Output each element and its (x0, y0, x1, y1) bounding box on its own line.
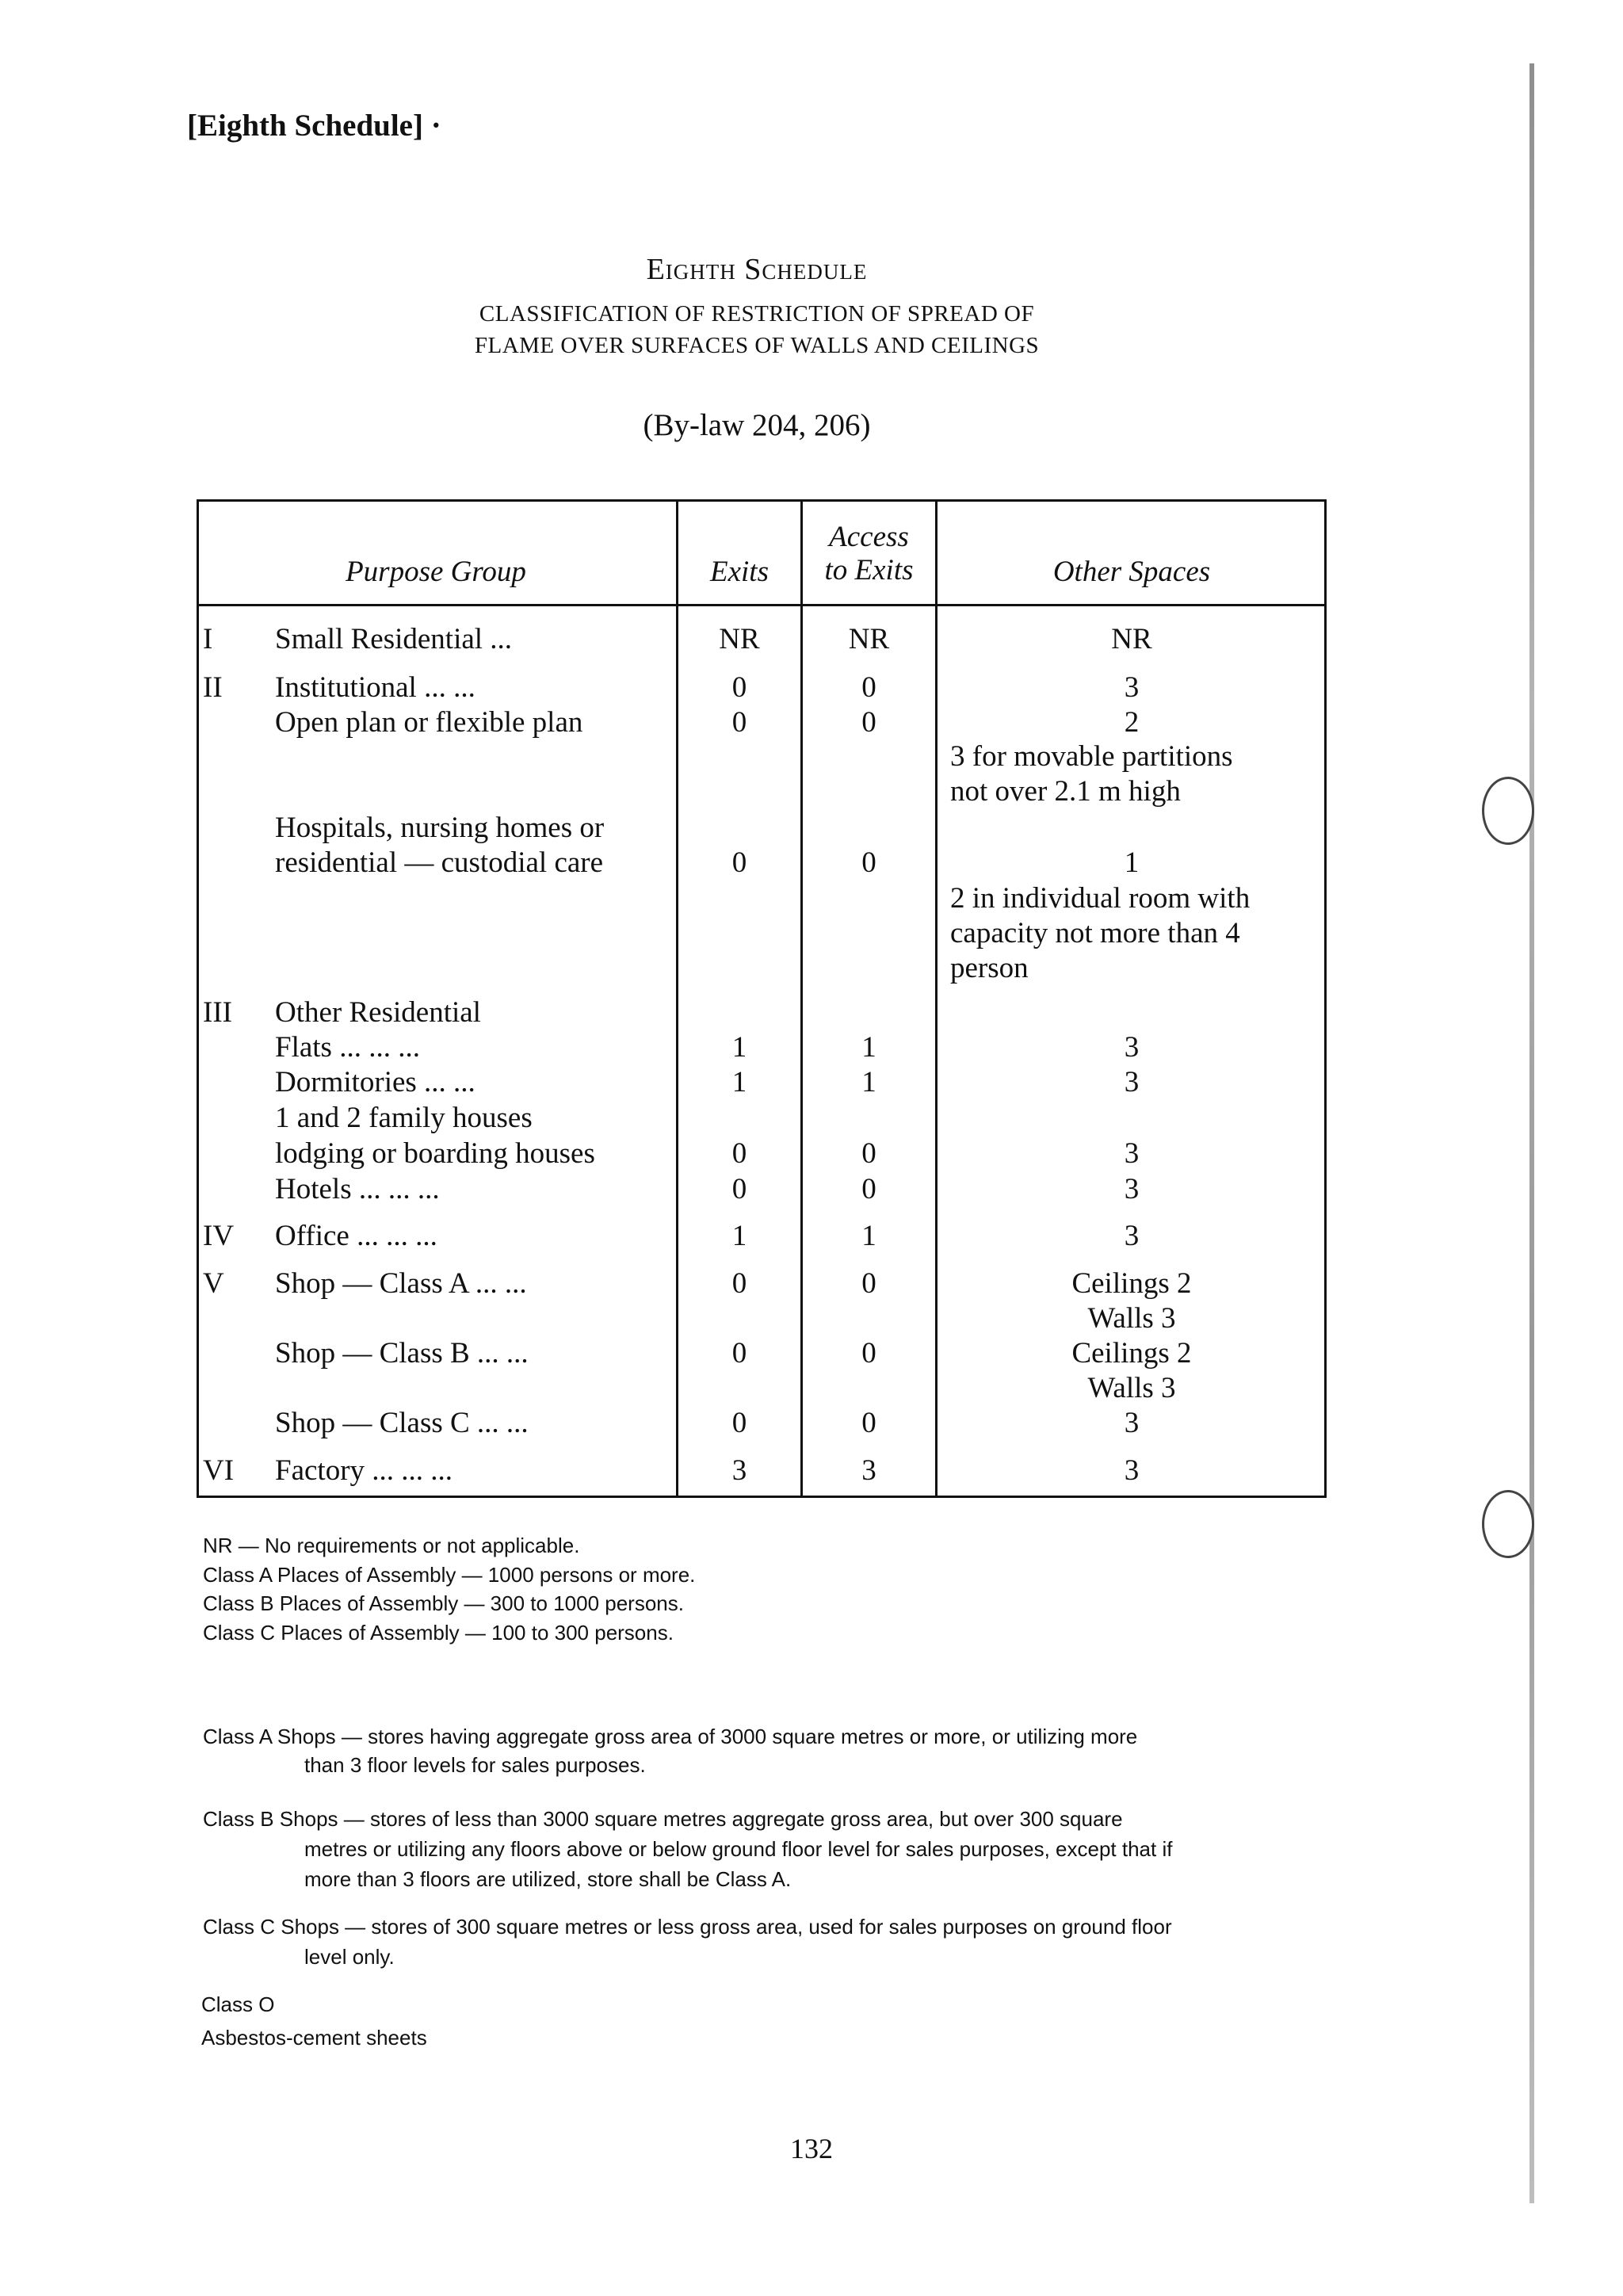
punch-hole (1482, 1490, 1534, 1558)
header-purpose-group: Purpose Group (346, 556, 526, 588)
cell-other-spaces: 3 (1124, 1407, 1140, 1439)
cell-group: III (203, 996, 232, 1029)
cell-group: V (203, 1267, 224, 1300)
page-number: 132 (790, 2133, 833, 2164)
cell-other-spaces: 3 (1124, 1137, 1140, 1170)
cell-exits: 0 (731, 846, 747, 879)
cell-group: I (203, 623, 213, 655)
header-access-line2: to Exits (824, 554, 914, 586)
header-access-line1: Access (829, 521, 909, 553)
cell-exits: NR (719, 623, 760, 655)
definition-class-b-line2: metres or utilizing any floors above or below ground floor level for sales purposes, except that if (304, 1837, 1173, 1861)
cell-access: 1 (861, 1066, 876, 1098)
definition-class-b-line3: more than 3 floors are utilized, store shall be Class A. (304, 1867, 792, 1891)
cell-other-spaces: 3 (1124, 1066, 1140, 1098)
cell-purpose: Hotels ... ... ... (275, 1173, 440, 1205)
cell-access: 0 (861, 671, 876, 704)
cell-purpose: Dormitories ... ... (275, 1066, 475, 1098)
cell-group: VI (203, 1454, 235, 1487)
cell-purpose: Hospitals, nursing homes or (275, 812, 605, 844)
definition-class-a-line2: than 3 floor levels for sales purposes. (304, 1753, 646, 1777)
class-o-title: Class O (201, 1992, 275, 2016)
cell-exits: 0 (731, 706, 747, 739)
cell-other-spaces: 2 in individual room with (950, 882, 1251, 915)
cell-exits: 0 (731, 1173, 747, 1205)
definition-class-b-line1: Class B Shops — stores of less than 3000 square metres aggregate gross area, but over 300 square (203, 1807, 1123, 1831)
cell-other-spaces: Walls 3 (1087, 1302, 1176, 1335)
definition-class-a-line1: Class A Shops — stores having aggregate gross area of 3000 square metres or more, or utilizing more (203, 1725, 1138, 1748)
schedule-subtitle-line2: FLAME OVER SURFACES OF WALLS AND CEILINGS (474, 333, 1040, 358)
cell-exits: 1 (731, 1066, 747, 1098)
cell-purpose: Open plan or flexible plan (275, 706, 583, 739)
cell-exits: 3 (731, 1454, 747, 1487)
cell-other-spaces: Ceilings 2 (1071, 1267, 1192, 1300)
cell-access: 3 (861, 1454, 876, 1487)
cell-access: 0 (861, 846, 876, 879)
cell-purpose: Factory ... ... ... (275, 1454, 453, 1487)
bylaw-reference: (By-law 204, 206) (643, 408, 871, 442)
schedule-subtitle-line1: CLASSIFICATION OF RESTRICTION OF SPREAD OF (479, 301, 1035, 327)
cell-other-spaces: 3 (1124, 1220, 1140, 1252)
cell-other-spaces: 3 (1124, 671, 1140, 704)
cell-other-spaces: 1 (1124, 846, 1140, 879)
cell-other-spaces: NR (1111, 623, 1152, 655)
cell-exits: 0 (731, 671, 747, 704)
cell-access: 1 (861, 1031, 876, 1064)
cell-exits: 0 (731, 1137, 747, 1170)
cell-other-spaces: not over 2.1 m high (950, 775, 1181, 808)
cell-purpose: Small Residential ... (275, 623, 513, 655)
cell-access: 0 (861, 1173, 876, 1205)
cell-other-spaces: 3 (1124, 1454, 1140, 1487)
cell-purpose: lodging or boarding houses (275, 1137, 595, 1170)
cell-exits: 0 (731, 1267, 747, 1300)
cell-other-spaces: 3 for movable partitions (950, 740, 1233, 773)
definition-class-c-line1: Class C Shops — stores of 300 square metres or less gross area, used for sales purposes on ground floor (203, 1915, 1172, 1939)
cell-purpose: Flats ... ... ... (275, 1031, 420, 1064)
cell-access: 0 (861, 1407, 876, 1439)
cell-purpose: Office ... ... ... (275, 1220, 437, 1252)
punch-hole (1482, 777, 1534, 845)
cell-exits: 0 (731, 1407, 747, 1439)
header-exits: Exits (710, 556, 769, 588)
table-header-rule (197, 604, 1327, 606)
cell-other-spaces: capacity not more than 4 (950, 917, 1240, 949)
note-class-c: Class C Places of Assembly — 100 to 300 persons. (203, 1621, 674, 1645)
note-nr: NR — No requirements or not applicable. (203, 1534, 580, 1557)
cell-group: II (203, 671, 223, 704)
scan-edge (1529, 63, 1534, 2203)
cell-access: 0 (861, 706, 876, 739)
cell-access: 0 (861, 1137, 876, 1170)
header-reference: [Eighth Schedule] · (187, 109, 441, 143)
cell-purpose: Other Residential (275, 996, 481, 1029)
cell-purpose: Institutional ... ... (275, 671, 475, 704)
cell-exits: 1 (731, 1031, 747, 1064)
cell-purpose: 1 and 2 family houses (275, 1102, 533, 1134)
cell-purpose: Shop — Class B ... ... (275, 1337, 529, 1370)
cell-access: 1 (861, 1220, 876, 1252)
cell-access: NR (848, 623, 890, 655)
cell-access: 0 (861, 1267, 876, 1300)
cell-other-spaces: 2 (1124, 706, 1140, 739)
class-o-item: Asbestos-cement sheets (201, 2026, 427, 2050)
cell-exits: 0 (731, 1337, 747, 1370)
cell-other-spaces: Ceilings 2 (1071, 1337, 1192, 1370)
definition-class-c-line2: level only. (304, 1945, 395, 1969)
cell-exits: 1 (731, 1220, 747, 1252)
note-class-b: Class B Places of Assembly — 300 to 1000 persons. (203, 1591, 684, 1615)
header-other-spaces: Other Spaces (1052, 556, 1211, 588)
cell-other-spaces: 3 (1124, 1031, 1140, 1064)
cell-purpose: Shop — Class A ... ... (275, 1267, 527, 1300)
cell-other-spaces: 3 (1124, 1173, 1140, 1205)
cell-other-spaces: Walls 3 (1087, 1372, 1176, 1404)
cell-group: IV (203, 1220, 235, 1252)
note-class-a: Class A Places of Assembly — 1000 persons or more. (203, 1563, 696, 1587)
cell-other-spaces: person (950, 952, 1029, 984)
cell-purpose: Shop — Class C ... ... (275, 1407, 529, 1439)
cell-purpose: residential — custodial care (275, 846, 604, 879)
cell-access: 0 (861, 1337, 876, 1370)
schedule-title: Eighth Schedule (646, 253, 868, 286)
